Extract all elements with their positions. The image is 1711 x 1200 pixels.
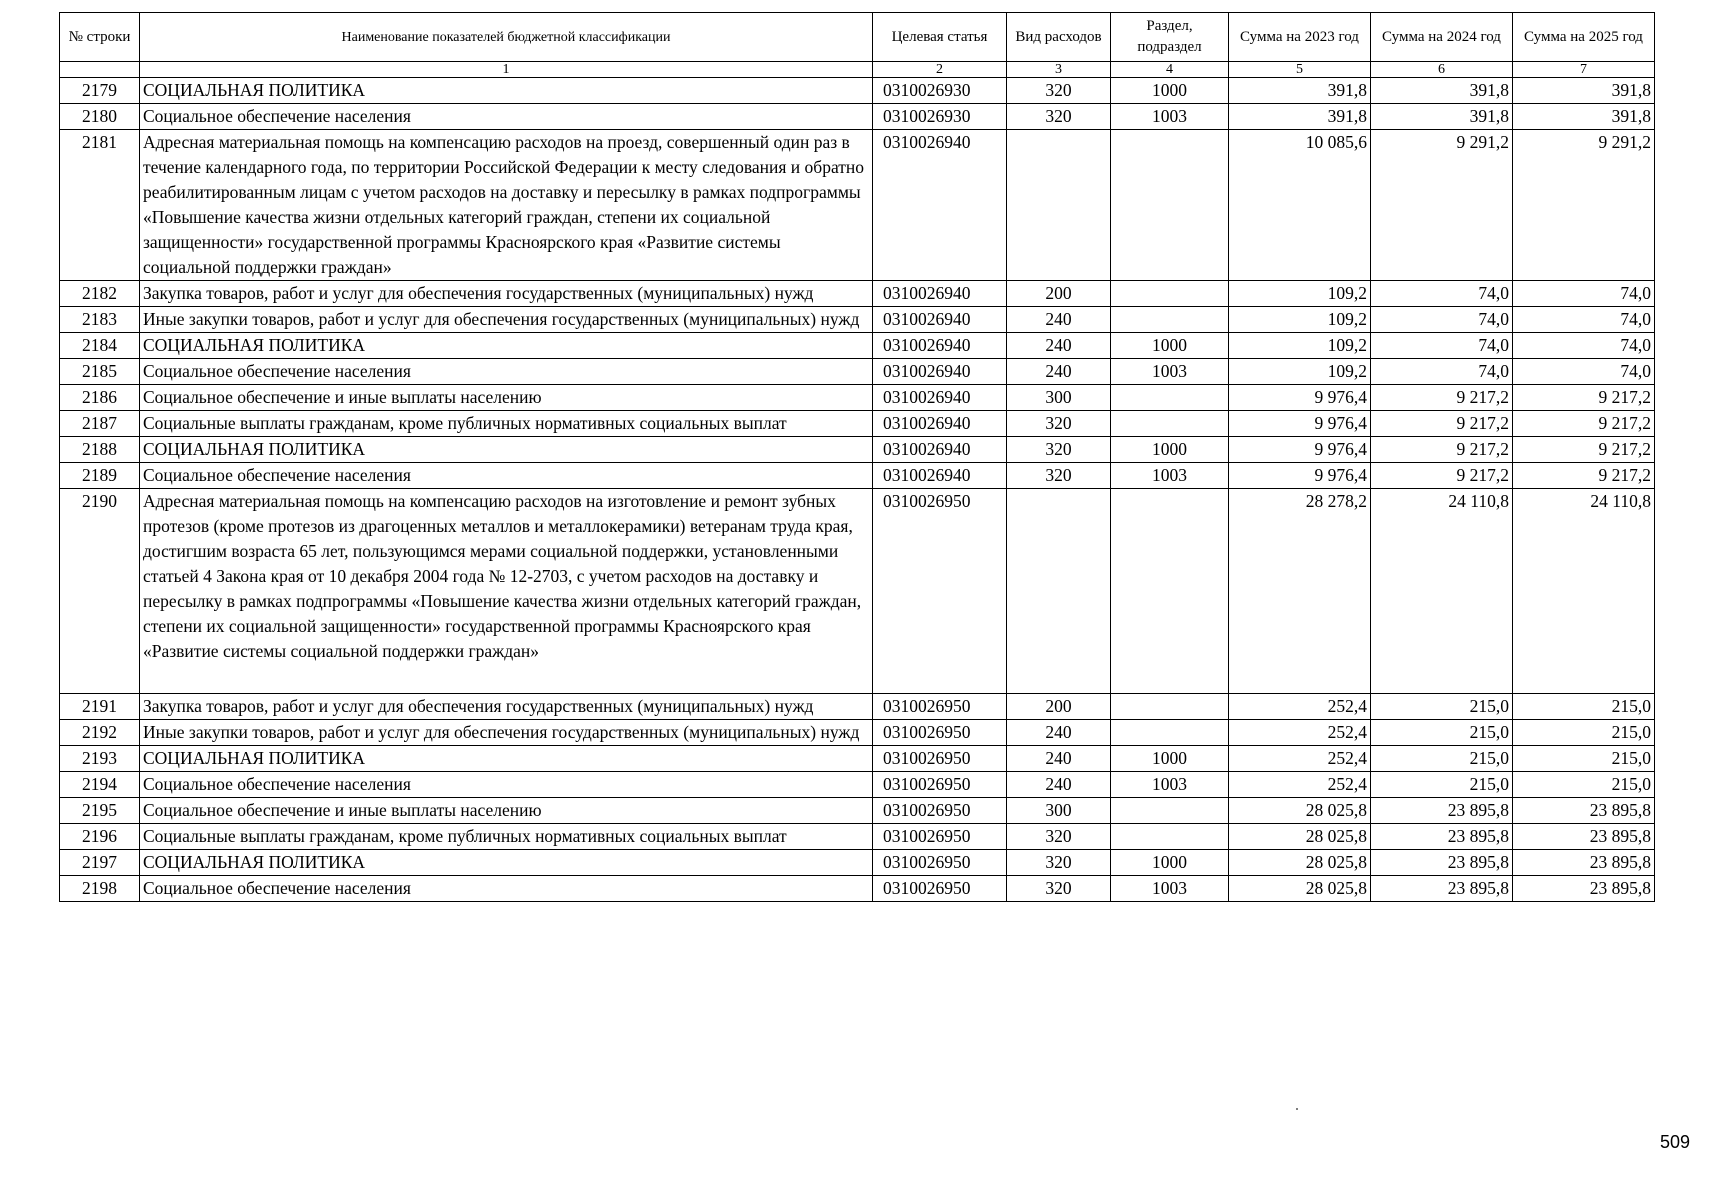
sum-2025: 23 895,8 (1513, 824, 1655, 850)
column-number: 2 (873, 62, 1007, 78)
expense-kind: 240 (1007, 359, 1111, 385)
expense-kind: 320 (1007, 850, 1111, 876)
indicator-name: Закупка товаров, работ и услуг для обеспечения государственных (муниципальных) нужд (140, 281, 873, 307)
table-row (60, 359, 1655, 385)
sum-2025: 215,0 (1513, 720, 1655, 746)
section-code (1111, 720, 1229, 746)
row-number: 2193 (60, 746, 140, 772)
row-number: 2180 (60, 104, 140, 130)
row-number: 2190 (60, 489, 140, 694)
sum-2024: 391,8 (1371, 104, 1513, 130)
column-number: 1 (140, 62, 873, 78)
sum-2024: 74,0 (1371, 333, 1513, 359)
table-row (60, 489, 1655, 694)
expense-kind: 320 (1007, 876, 1111, 902)
target-article: 0310026950 (873, 772, 1007, 798)
target-article: 0310026950 (873, 694, 1007, 720)
section-code: 1003 (1111, 359, 1229, 385)
sum-2023: 252,4 (1229, 720, 1371, 746)
sum-2024: 215,0 (1371, 694, 1513, 720)
header-expense-kind: Вид расходов (1007, 13, 1111, 62)
indicator-name: Социальное обеспечение населения (140, 876, 873, 902)
target-article: 0310026940 (873, 437, 1007, 463)
target-article: 0310026940 (873, 463, 1007, 489)
sum-2025: 9 217,2 (1513, 437, 1655, 463)
sum-2024: 215,0 (1371, 772, 1513, 798)
column-number: 7 (1513, 62, 1655, 78)
sum-2024: 9 291,2 (1371, 130, 1513, 281)
sum-2025: 23 895,8 (1513, 876, 1655, 902)
expense-kind: 300 (1007, 798, 1111, 824)
sum-2023: 391,8 (1229, 78, 1371, 104)
target-article: 0310026950 (873, 850, 1007, 876)
sum-2023: 109,2 (1229, 359, 1371, 385)
sum-2023: 10 085,6 (1229, 130, 1371, 281)
expense-kind: 240 (1007, 746, 1111, 772)
sum-2025: 74,0 (1513, 307, 1655, 333)
table-row (60, 307, 1655, 333)
section-code: 1003 (1111, 463, 1229, 489)
target-article: 0310026950 (873, 824, 1007, 850)
target-article: 0310026940 (873, 359, 1007, 385)
expense-kind: 240 (1007, 720, 1111, 746)
target-article: 0310026930 (873, 78, 1007, 104)
row-number: 2194 (60, 772, 140, 798)
indicator-name: Социальное обеспечение населения (140, 104, 873, 130)
indicator-name: Социальные выплаты гражданам, кроме публичных нормативных социальных выплат (140, 411, 873, 437)
indicator-name: СОЦИАЛЬНАЯ ПОЛИТИКА (140, 78, 873, 104)
table-row (60, 281, 1655, 307)
target-article: 0310026940 (873, 333, 1007, 359)
table-row (60, 78, 1655, 104)
target-article: 0310026930 (873, 104, 1007, 130)
sum-2024: 9 217,2 (1371, 463, 1513, 489)
column-number: 3 (1007, 62, 1111, 78)
row-number: 2179 (60, 78, 140, 104)
section-code (1111, 281, 1229, 307)
sum-2024: 23 895,8 (1371, 876, 1513, 902)
sum-2023: 109,2 (1229, 307, 1371, 333)
sum-2025: 215,0 (1513, 772, 1655, 798)
sum-2024: 9 217,2 (1371, 437, 1513, 463)
sum-2023: 109,2 (1229, 281, 1371, 307)
table-row (60, 746, 1655, 772)
sum-2023: 252,4 (1229, 746, 1371, 772)
table-row (60, 824, 1655, 850)
section-code: 1000 (1111, 850, 1229, 876)
row-number: 2192 (60, 720, 140, 746)
indicator-name: Социальное обеспечение и иные выплаты населению (140, 385, 873, 411)
sum-2025: 23 895,8 (1513, 798, 1655, 824)
expense-kind: 320 (1007, 437, 1111, 463)
sum-2023: 9 976,4 (1229, 437, 1371, 463)
indicator-name: Социальное обеспечение населения (140, 463, 873, 489)
sum-2025: 391,8 (1513, 78, 1655, 104)
budget-classification-table (59, 12, 1655, 902)
section-code: 1000 (1111, 437, 1229, 463)
indicator-name: Социальное обеспечение и иные выплаты населению (140, 798, 873, 824)
sum-2024: 74,0 (1371, 307, 1513, 333)
table-row (60, 850, 1655, 876)
sum-2024: 9 217,2 (1371, 411, 1513, 437)
section-code: 1000 (1111, 746, 1229, 772)
indicator-name: Социальное обеспечение населения (140, 359, 873, 385)
header-sum-2025: Сумма на 2025 год (1513, 13, 1655, 62)
section-code (1111, 411, 1229, 437)
expense-kind: 300 (1007, 385, 1111, 411)
indicator-name: Адресная материальная помощь на компенсацию расходов на изготовление и ремонт зубных протезов (кроме протезов из драгоценных металлов и металлокерамики) ветеранам труда края, достигшим возраста 65 лет, пользующимся мерами социальной поддержки, установленными статьей 4 Закона края от 10 декабря 2004 года № 12-2703, с учетом расходов на доставку и пересылку в рамках подпрограммы «Повышение качества жизни отдельных категорий граждан, степени их социальной защищенности» государственной программы Красноярского края «Развитие системы социальной поддержки граждан» (140, 489, 873, 694)
sum-2023: 28 025,8 (1229, 798, 1371, 824)
row-number: 2187 (60, 411, 140, 437)
header-indicator-name: Наименование показателей бюджетной классификации (140, 13, 873, 62)
indicator-name: Иные закупки товаров, работ и услуг для обеспечения государственных (муниципальных) нужд (140, 307, 873, 333)
sum-2024: 74,0 (1371, 359, 1513, 385)
expense-kind: 200 (1007, 694, 1111, 720)
section-code (1111, 130, 1229, 281)
section-code (1111, 489, 1229, 694)
target-article: 0310026940 (873, 411, 1007, 437)
sum-2024: 215,0 (1371, 720, 1513, 746)
table-row (60, 694, 1655, 720)
sum-2023: 28 025,8 (1229, 876, 1371, 902)
section-code: 1003 (1111, 876, 1229, 902)
table-row (60, 798, 1655, 824)
sum-2025: 9 217,2 (1513, 411, 1655, 437)
target-article: 0310026940 (873, 281, 1007, 307)
sum-2024: 23 895,8 (1371, 850, 1513, 876)
row-number: 2183 (60, 307, 140, 333)
target-article: 0310026950 (873, 746, 1007, 772)
sum-2025: 9 217,2 (1513, 463, 1655, 489)
row-number: 2191 (60, 694, 140, 720)
table-row (60, 772, 1655, 798)
table-row (60, 130, 1655, 281)
sum-2024: 215,0 (1371, 746, 1513, 772)
section-code: 1003 (1111, 104, 1229, 130)
row-number: 2197 (60, 850, 140, 876)
table-row (60, 385, 1655, 411)
table-row (60, 104, 1655, 130)
indicator-name: Социальные выплаты гражданам, кроме публичных нормативных социальных выплат (140, 824, 873, 850)
section-code (1111, 694, 1229, 720)
sum-2025: 23 895,8 (1513, 850, 1655, 876)
sum-2024: 23 895,8 (1371, 824, 1513, 850)
sum-2023: 28 278,2 (1229, 489, 1371, 694)
target-article: 0310026950 (873, 798, 1007, 824)
sum-2025: 74,0 (1513, 333, 1655, 359)
column-number-row (60, 62, 1655, 78)
row-number: 2186 (60, 385, 140, 411)
sum-2023: 9 976,4 (1229, 385, 1371, 411)
sum-2023: 28 025,8 (1229, 850, 1371, 876)
row-number: 2181 (60, 130, 140, 281)
section-code: 1000 (1111, 333, 1229, 359)
expense-kind: 320 (1007, 824, 1111, 850)
header-row-number: № строки (60, 13, 140, 62)
table-row (60, 411, 1655, 437)
expense-kind: 320 (1007, 78, 1111, 104)
column-number: 5 (1229, 62, 1371, 78)
sum-2025: 9 291,2 (1513, 130, 1655, 281)
header-sum-2023: Сумма на 2023 год (1229, 13, 1371, 62)
sum-2023: 252,4 (1229, 694, 1371, 720)
expense-kind: 320 (1007, 463, 1111, 489)
target-article: 0310026940 (873, 307, 1007, 333)
sum-2025: 74,0 (1513, 359, 1655, 385)
sum-2024: 9 217,2 (1371, 385, 1513, 411)
expense-kind: 240 (1007, 333, 1111, 359)
sum-2025: 9 217,2 (1513, 385, 1655, 411)
row-number: 2189 (60, 463, 140, 489)
sum-2023: 391,8 (1229, 104, 1371, 130)
header-row (60, 13, 1655, 62)
indicator-name: СОЦИАЛЬНАЯ ПОЛИТИКА (140, 850, 873, 876)
expense-kind: 240 (1007, 772, 1111, 798)
indicator-name: СОЦИАЛЬНАЯ ПОЛИТИКА (140, 333, 873, 359)
expense-kind: 320 (1007, 104, 1111, 130)
header-sum-2024: Сумма на 2024 год (1371, 13, 1513, 62)
sum-2023: 252,4 (1229, 772, 1371, 798)
section-code (1111, 385, 1229, 411)
sum-2025: 215,0 (1513, 694, 1655, 720)
section-code (1111, 824, 1229, 850)
indicator-name: СОЦИАЛЬНАЯ ПОЛИТИКА (140, 437, 873, 463)
sum-2023: 9 976,4 (1229, 411, 1371, 437)
sum-2023: 109,2 (1229, 333, 1371, 359)
indicator-name: СОЦИАЛЬНАЯ ПОЛИТИКА (140, 746, 873, 772)
page-number: 509 (1660, 1132, 1691, 1152)
table-row (60, 876, 1655, 902)
sum-2024: 24 110,8 (1371, 489, 1513, 694)
row-number: 2182 (60, 281, 140, 307)
expense-kind: 320 (1007, 411, 1111, 437)
sum-2023: 28 025,8 (1229, 824, 1371, 850)
target-article: 0310026950 (873, 720, 1007, 746)
row-number: 2196 (60, 824, 140, 850)
section-code (1111, 307, 1229, 333)
expense-kind: 200 (1007, 281, 1111, 307)
table-row (60, 333, 1655, 359)
section-code: 1000 (1111, 78, 1229, 104)
indicator-name: Адресная материальная помощь на компенсацию расходов на проезд, совершенный один раз в течение календарного года, по территории Российской Федерации к месту следования и обратно реабилитированным лицам с учетом расходов на доставку и пересылку в рамках подпрограммы «Повышение качества жизни отдельных категорий граждан, степени их социальной защищенности» государственной программы Красноярского края «Развитие системы социальной поддержки граждан» (140, 130, 873, 281)
sum-2024: 74,0 (1371, 281, 1513, 307)
indicator-name: Закупка товаров, работ и услуг для обеспечения государственных (муниципальных) нужд (140, 694, 873, 720)
table-body (60, 78, 1655, 902)
expense-kind (1007, 130, 1111, 281)
table-row (60, 463, 1655, 489)
sum-2024: 391,8 (1371, 78, 1513, 104)
sum-2024: 23 895,8 (1371, 798, 1513, 824)
row-number: 2188 (60, 437, 140, 463)
indicator-name: Социальное обеспечение населения (140, 772, 873, 798)
section-code: 1003 (1111, 772, 1229, 798)
sum-2025: 74,0 (1513, 281, 1655, 307)
row-number: 2198 (60, 876, 140, 902)
sum-2025: 391,8 (1513, 104, 1655, 130)
header-target-article: Целевая статья (873, 13, 1007, 62)
expense-kind: 240 (1007, 307, 1111, 333)
indicator-name: Иные закупки товаров, работ и услуг для обеспечения государственных (муниципальных) нужд (140, 720, 873, 746)
target-article: 0310026940 (873, 385, 1007, 411)
section-code (1111, 798, 1229, 824)
table-row (60, 437, 1655, 463)
column-number: 4 (1111, 62, 1229, 78)
target-article: 0310026950 (873, 489, 1007, 694)
column-number: 6 (1371, 62, 1513, 78)
header-section: Раздел, подраздел (1111, 13, 1229, 62)
row-number: 2185 (60, 359, 140, 385)
sum-2023: 9 976,4 (1229, 463, 1371, 489)
row-number: 2195 (60, 798, 140, 824)
sum-2025: 215,0 (1513, 746, 1655, 772)
table-row (60, 720, 1655, 746)
scan-speck (1296, 1108, 1298, 1110)
target-article: 0310026950 (873, 876, 1007, 902)
sum-2025: 24 110,8 (1513, 489, 1655, 694)
expense-kind (1007, 489, 1111, 694)
row-number: 2184 (60, 333, 140, 359)
target-article: 0310026940 (873, 130, 1007, 281)
column-number (60, 62, 140, 78)
